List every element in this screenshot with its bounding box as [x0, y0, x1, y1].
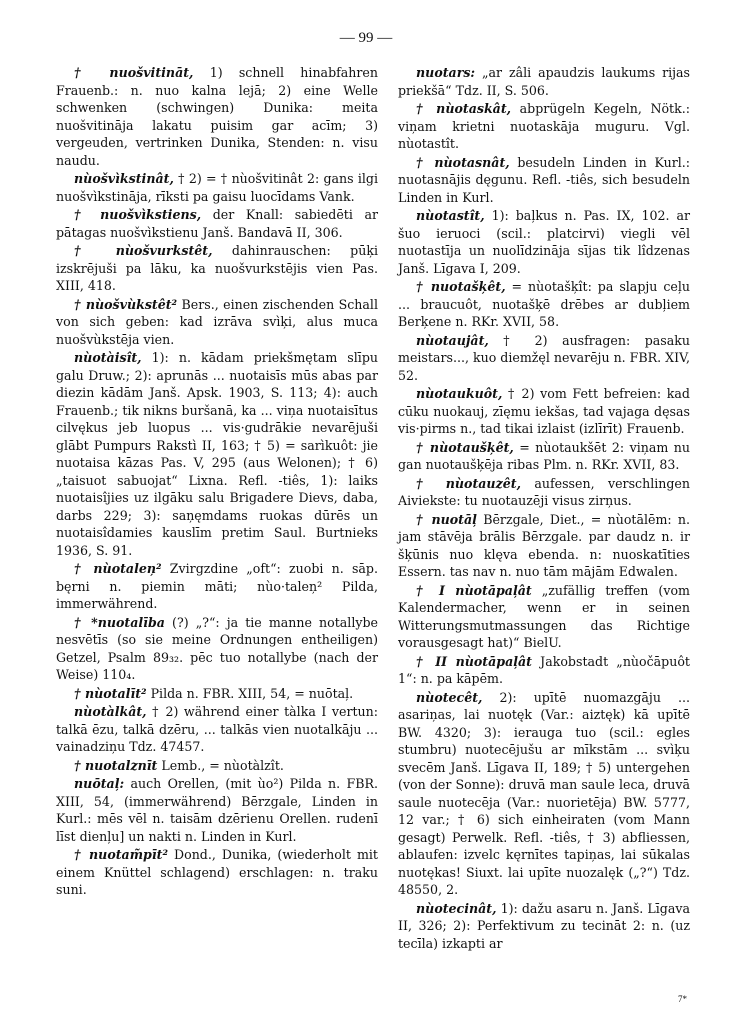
entry-headword: nùotàisît,	[74, 350, 142, 365]
dictionary-entry	[56, 349, 378, 559]
entry-definition: Bers., einen zischenden Schall von sich geben: kad izrāva svìķi, alus muca nuošvùkstēja vien.	[56, 296, 378, 347]
dictionary-entry	[398, 475, 690, 510]
dictionary-entry	[398, 439, 690, 474]
entry-definition: † 2) = † nùošvitinât 2: gans ilgi nuošvìkstināja, rīksti pa gaisu luocīdams Vank.	[56, 171, 378, 204]
page-number: — 99 —	[339, 30, 393, 46]
dictionary-entry	[56, 757, 378, 775]
entry-definition: 1): n. kādam priekšmętam slīpu galu Druw.; 2): aprunās ... nuotaisīs mūs abas par diezin kādām Janš. Apsk. 1903, S. 113; 4): auch Frauenb.; tik nikns buršanā, ka ... viņa nuotaisītus cilvękus jeb luopus ... vis·gudrākie nevarējuši glābt Pumpurs Rakstì II, 163; † 5) = sarìkuôt: jie nuotaisa kāzas Pas. V, 295 (aus Welonen); † 6) „taisuot sabuojat“ Lixna. Refl. -tiês, 1): laiks nuotaisîjies uz ilgāku salu Brigadere Dievs, daba, darbs 229; 3): saņęmdams ruokas dūrēs un nuotaisîdamies kauslīm pretim Saul. Burtnieks 1936, S. 91.	[56, 350, 379, 558]
entry-definition: „ar zâli apaudzis laukums rijas priekšā“ Tdz. II, S. 506.	[398, 65, 690, 98]
entry-headword: nùotecinât,	[416, 900, 497, 916]
entry-headword: nuōtaļ:	[74, 776, 125, 791]
entry-definition: Jakobstadt „nùočāpuôt 1“: n. pa kāpēm.	[398, 653, 690, 686]
entry-definition: Zvirgzdine „oft“: zuobi n. sāp. bęrni n. piemin māti; nùo·taleņ² Pilda, immerwährend.	[56, 561, 378, 611]
dictionary-entry	[398, 207, 690, 277]
entry-headword: † nuošvìkstiens,	[74, 207, 202, 222]
entry-headword: † *nuotalība	[74, 614, 165, 630]
entry-headword: nùošvìkstinât,	[74, 171, 174, 186]
entry-headword: † nuotam̃pīt²	[74, 847, 168, 862]
entry-definition: aufessen, verschlingen Aiviekste: tu nuotauzēji visus zirņus.	[398, 475, 690, 508]
dictionary-entry	[56, 242, 378, 295]
entry-headword: † nùotalīt²	[74, 685, 147, 701]
dictionary-entry	[56, 703, 378, 756]
entry-headword: † nuotašķêt,	[416, 279, 506, 294]
entry-definition: der Knall: sabiedēti ar pātagas nuošvìkstienu Janš. Bandavā II, 306.	[56, 207, 378, 240]
entry-headword: nùotaujât,	[416, 332, 489, 348]
entry-headword: † nuotāļ	[416, 511, 477, 527]
entry-definition: „zufällig treffen (vom Kalendermacher, wenn er in seinen Witterungsmutmassungen das Richtige vorausgesagt hat)“ BielU.	[398, 582, 690, 650]
left-column	[56, 64, 378, 900]
entry-definition: (?) „?“: ja tie manne notallybe nesvētīs (so sie meine Ordnungen entheiligen) Getzel, Psalm 89₃₂. pēc tuo notallybe (nach der Weise) 110₄.	[56, 614, 378, 682]
dictionary-entry	[56, 685, 378, 703]
entry-headword: nùotàlkât,	[74, 704, 147, 719]
entry-definition: dahinrauschen: pūķi izskrējuši pa lāku, ka nuošvurkstējis vien Pas. XIII, 418.	[56, 243, 378, 293]
dictionary-entry	[56, 170, 378, 205]
entry-definition: Lemb., = nùotàlzît.	[161, 757, 284, 773]
entry-headword: nùotecêt,	[416, 689, 483, 705]
printer-signature: 7*	[678, 994, 687, 1004]
dictionary-entry	[398, 278, 690, 331]
dictionary-entry	[56, 64, 378, 169]
dictionary-entry	[56, 846, 378, 899]
entry-headword: † nùotasnât,	[416, 154, 510, 170]
entry-definition: 1): baļkus n. Pas. IX, 102. ar šuo ieruoci (scil.: platcirvi) viegli vēl nuotastīja un nuolīdzināja sījas tik lîdzenas Janš. Līgava I, 209.	[398, 208, 690, 276]
entry-headword: † I nùotāpaļât	[416, 582, 532, 598]
entry-headword: nùotastît,	[416, 208, 485, 223]
entry-headword: nùotaukuôt,	[416, 386, 503, 401]
dictionary-entry	[398, 582, 690, 652]
entry-headword: † nùošvùkstêt²	[74, 296, 178, 312]
dictionary-entry	[398, 64, 690, 99]
dictionary-entry	[56, 206, 378, 241]
entry-definition: Bērzgale, Diet., = nùotālēm: n. jam stāvēja brālis Bērzgale. par daudz n. ir šķūnis nuo klęva ebenda. n: nuoskatīties Essern. tas nav n. nuo tām mājām Edwalen.	[398, 511, 690, 579]
entry-definition: = nùotašķît: pa slapju ceļu ... braucuôt, nuotašķē drēbes ar dubļiem Berķene n. RKr. XVII, 58.	[398, 279, 690, 329]
entry-headword: † nùotaušķêt,	[416, 439, 514, 455]
entry-definition: † 2) ausfragen: pasaku meistars..., kuo diemžęl nevarēju n. FBR. XIV, 52.	[398, 332, 691, 383]
entry-definition: Pilda n. FBR. XIII, 54, = nuōtaļ.	[150, 685, 354, 701]
dictionary-entry	[398, 689, 690, 899]
entry-headword: † II nùotāpaļât	[416, 653, 532, 669]
entry-definition: Dond., Dunika, (wiederholt mit einem Knüttel schlagend) erschlagen: n. traku suni.	[56, 847, 378, 897]
entry-definition: = nùotaukšēt 2: viņam nu gan nuotaušķēja ribas Plm. n. RKr. XVII, 83.	[398, 439, 690, 472]
dictionary-entry	[56, 560, 378, 613]
entry-headword: † nuošvitināt,	[74, 65, 194, 80]
entry-headword: † nùotaleņ²	[74, 561, 162, 576]
dictionary-entry	[56, 614, 378, 684]
dictionary-entry	[56, 775, 378, 845]
entry-headword: † nùotauzêt,	[416, 475, 521, 491]
entry-definition: abprügeln Kegeln, Nötk.: viņam krietni nuotaskāja muguru. Vgl. nùotastît.	[398, 101, 690, 151]
entry-definition: 2): upītē nuomazgāju ... asariņas, lai nuotęk (Var.: aiztęk) kā upītē BW. 4320; 3): ierauga tuo (scil.: egles stumbru) nuotecējušu ar mīkstām ... svìķu svecēm Janš. Līgava II, 189; † 5) untergehen (von der Sonne): druvā man saule leca, druvā saule nuotecēja (Var.: nuorietēja) BW. 5777, 12 var.; † 6) sich einheiraten (vom Mann gesagt) Perwelk. Refl. -tiês, † 3) abfliessen, ablaufen: izvelc kęrnītes tapiņas, lai sūkalas nuotękas! Siuxt. lai upīte nuozalęk („?“) Tdz. 48550, 2.	[398, 689, 690, 897]
dictionary-entry	[398, 385, 690, 438]
entry-headword: † nuotalznīt	[74, 757, 158, 773]
dictionary-entry	[398, 900, 690, 953]
entry-definition: † 2) vom Fett befreien: kad cūku nuokauj, zīęmu iekšas, tad vajaga dęsas vis·pirms n., tad tikai izlaist (izlīrīt) Frauenb.	[398, 386, 690, 436]
entry-definition: auch Orellen, (mit ùo²) Pilda n. FBR. XIII, 54, (immerwährend) Bērzgale, Linden in Kurl.: mēs vēl n. taisām dzērienu Orellen. rudenī līst dienļu] un nakti n. Linden in Kurl.	[56, 776, 378, 844]
right-column	[398, 64, 690, 953]
dictionary-entry	[398, 511, 690, 581]
entry-headword: nuotars:	[416, 65, 476, 80]
entry-headword: † nùotaskât,	[416, 101, 512, 116]
entry-definition: 1): dažu asaru n. Janš. Līgava II, 326; 2): Perfektivum zu tecināt 2: n. (uz tecīla) izkapti ar	[398, 900, 690, 951]
entry-definition: besudeln Linden in Kurl.: nuotasnājis dęgunu. Refl. -tiês, sich besudeln Linden in Kurl.	[398, 154, 690, 205]
dictionary-entry	[398, 154, 690, 207]
dictionary-entry	[56, 296, 378, 349]
dictionary-entry	[398, 332, 690, 385]
dictionary-entry	[398, 100, 690, 153]
dictionary-entry	[398, 653, 690, 688]
entry-definition: † 2) während einer tàlka I vertun: talkā ēzu, talkā dzēru, ... talkās vien nuotalkāju ... vainadziņu Tdz. 47457.	[56, 704, 378, 754]
entry-definition: 1) schnell hinabfahren Frauenb.: n. nuo kalna lejā; 2) eine Welle schwenken (schwingen) Dunika: meita nuošvitināja lakatu puisim gar acīm; 3) vergeuden, vertrinken Dunika, Stenden: n. visu naudu.	[56, 65, 378, 168]
entry-headword: † nùošvurkstêt,	[74, 243, 213, 258]
